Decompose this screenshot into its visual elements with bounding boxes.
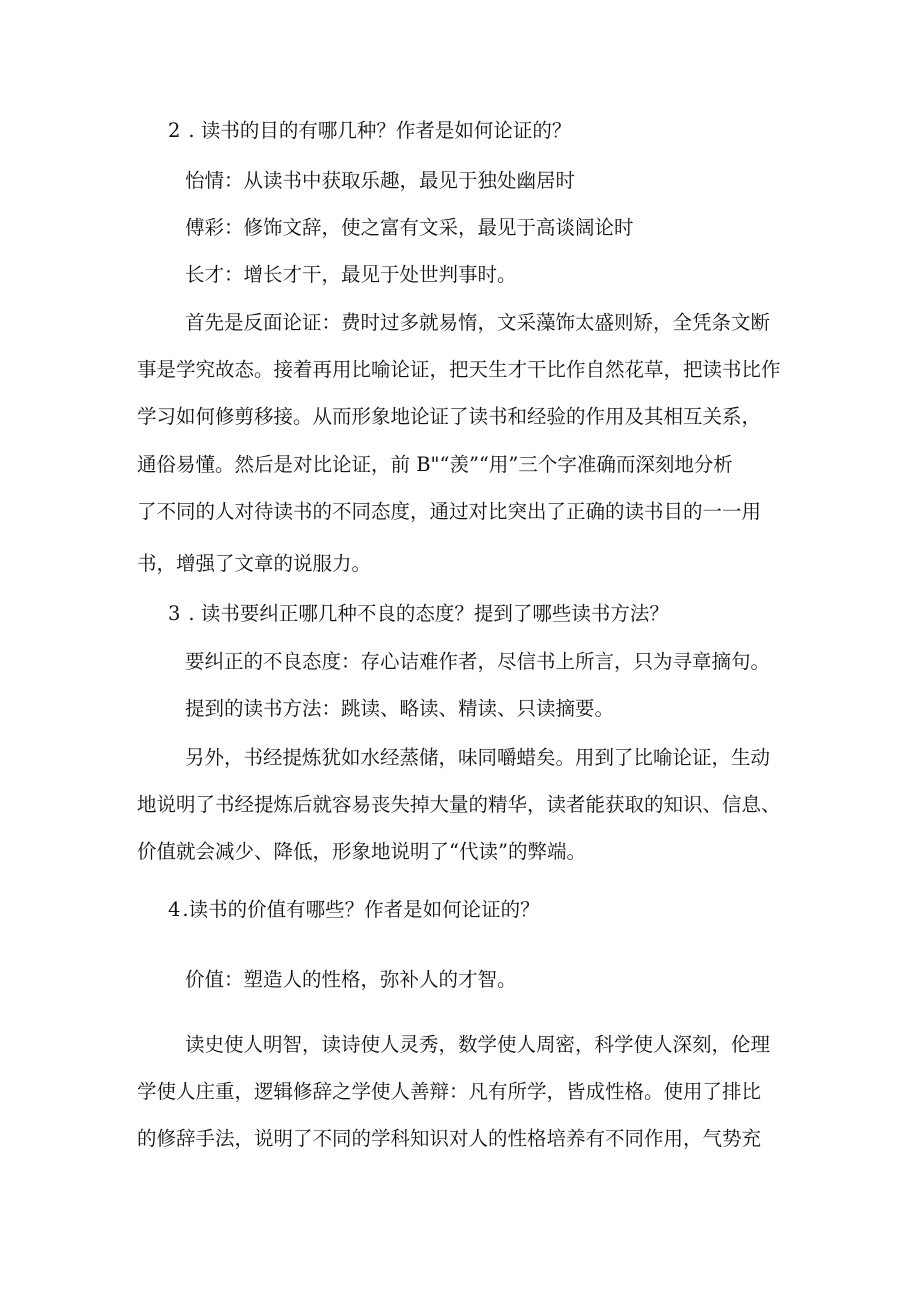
q2-analysis-line: 学习如何修剪移接。从而形象地论证了读书和经验的作用及其相互关系，: [137, 405, 762, 428]
q2-analysis-line: 书，增强了文章的说服力。: [137, 552, 372, 575]
question-4-number: 4: [168, 898, 181, 921]
q4-item-1: 价值：塑造人的性格，弥补人的才智。: [185, 968, 517, 991]
question-3-number: 3: [168, 602, 181, 625]
q2-item-2: 傅彩：修饰文辞，使之富有文采，最见于高谈阔论时: [185, 216, 634, 239]
question-3-text: . 读书要纠正哪几种不良的态度？提到了哪些读书方法？: [188, 602, 669, 625]
q2-analysis-line: 首先是反面论证：费时过多就易惰，文采藻饰太盛则矫，全凭条文断: [185, 311, 771, 334]
q2-item-1: 怡情：从读书中获取乐趣，最见于独处幽居时: [185, 169, 576, 192]
q2-analysis-line: 通俗易懂。然后是对比论证，前 B"“羡”“用”三个字准确而深刻地分析: [137, 453, 733, 476]
question-3-heading: [168, 599, 669, 629]
q2-item-3: 长才：增长才干，最见于处世判事时。: [185, 263, 517, 286]
q3-analysis-line: 地说明了书经提炼后就容易丧失掉大量的精华，读者能获取的知识、信息、: [137, 793, 781, 816]
q2-analysis-line: 了不同的人对待读书的不同态度，通过对比突出了正确的读书目的一一用: [137, 500, 762, 523]
question-2-text: . 读书的目的有哪几种？作者是如何论证的？: [188, 119, 572, 142]
q4-analysis-line: 的修辞手法，说明了不同的学科知识对人的性格培养有不同作用，气势充: [137, 1127, 762, 1150]
question-4-heading: [168, 895, 540, 925]
question-4-text: .读书的价值有哪些？作者是如何论证的？: [182, 898, 540, 921]
q2-analysis-line: 事是学究故态。接着再用比喻论证，把天生才干比作自然花草，把读书比作: [137, 358, 781, 381]
q3-item-1: 要纠正的不良态度：存心诘难作者，尽信书上所言，只为寻章摘句。: [185, 650, 771, 673]
q4-analysis-line: 读史使人明智，读诗使人灵秀，数学使人周密，科学使人深刻，伦理: [185, 1033, 771, 1056]
q3-analysis-line: 另外，书经提炼犹如水经蒸储，味同嚼蜡矣。用到了比喻论证，生动: [185, 746, 771, 769]
question-2-heading: [168, 116, 571, 146]
q3-item-2: 提到的读书方法：跳读、略读、精读、只读摘要。: [185, 697, 615, 720]
question-2-number: 2: [168, 119, 181, 142]
q3-analysis-line: 价值就会减少、降低，形象地说明了“代读”的弊端。: [137, 840, 586, 863]
q4-analysis-line: 学使人庄重，逻辑修辞之学使人善辩：凡有所学，皆成性格。使用了排比: [137, 1080, 762, 1103]
